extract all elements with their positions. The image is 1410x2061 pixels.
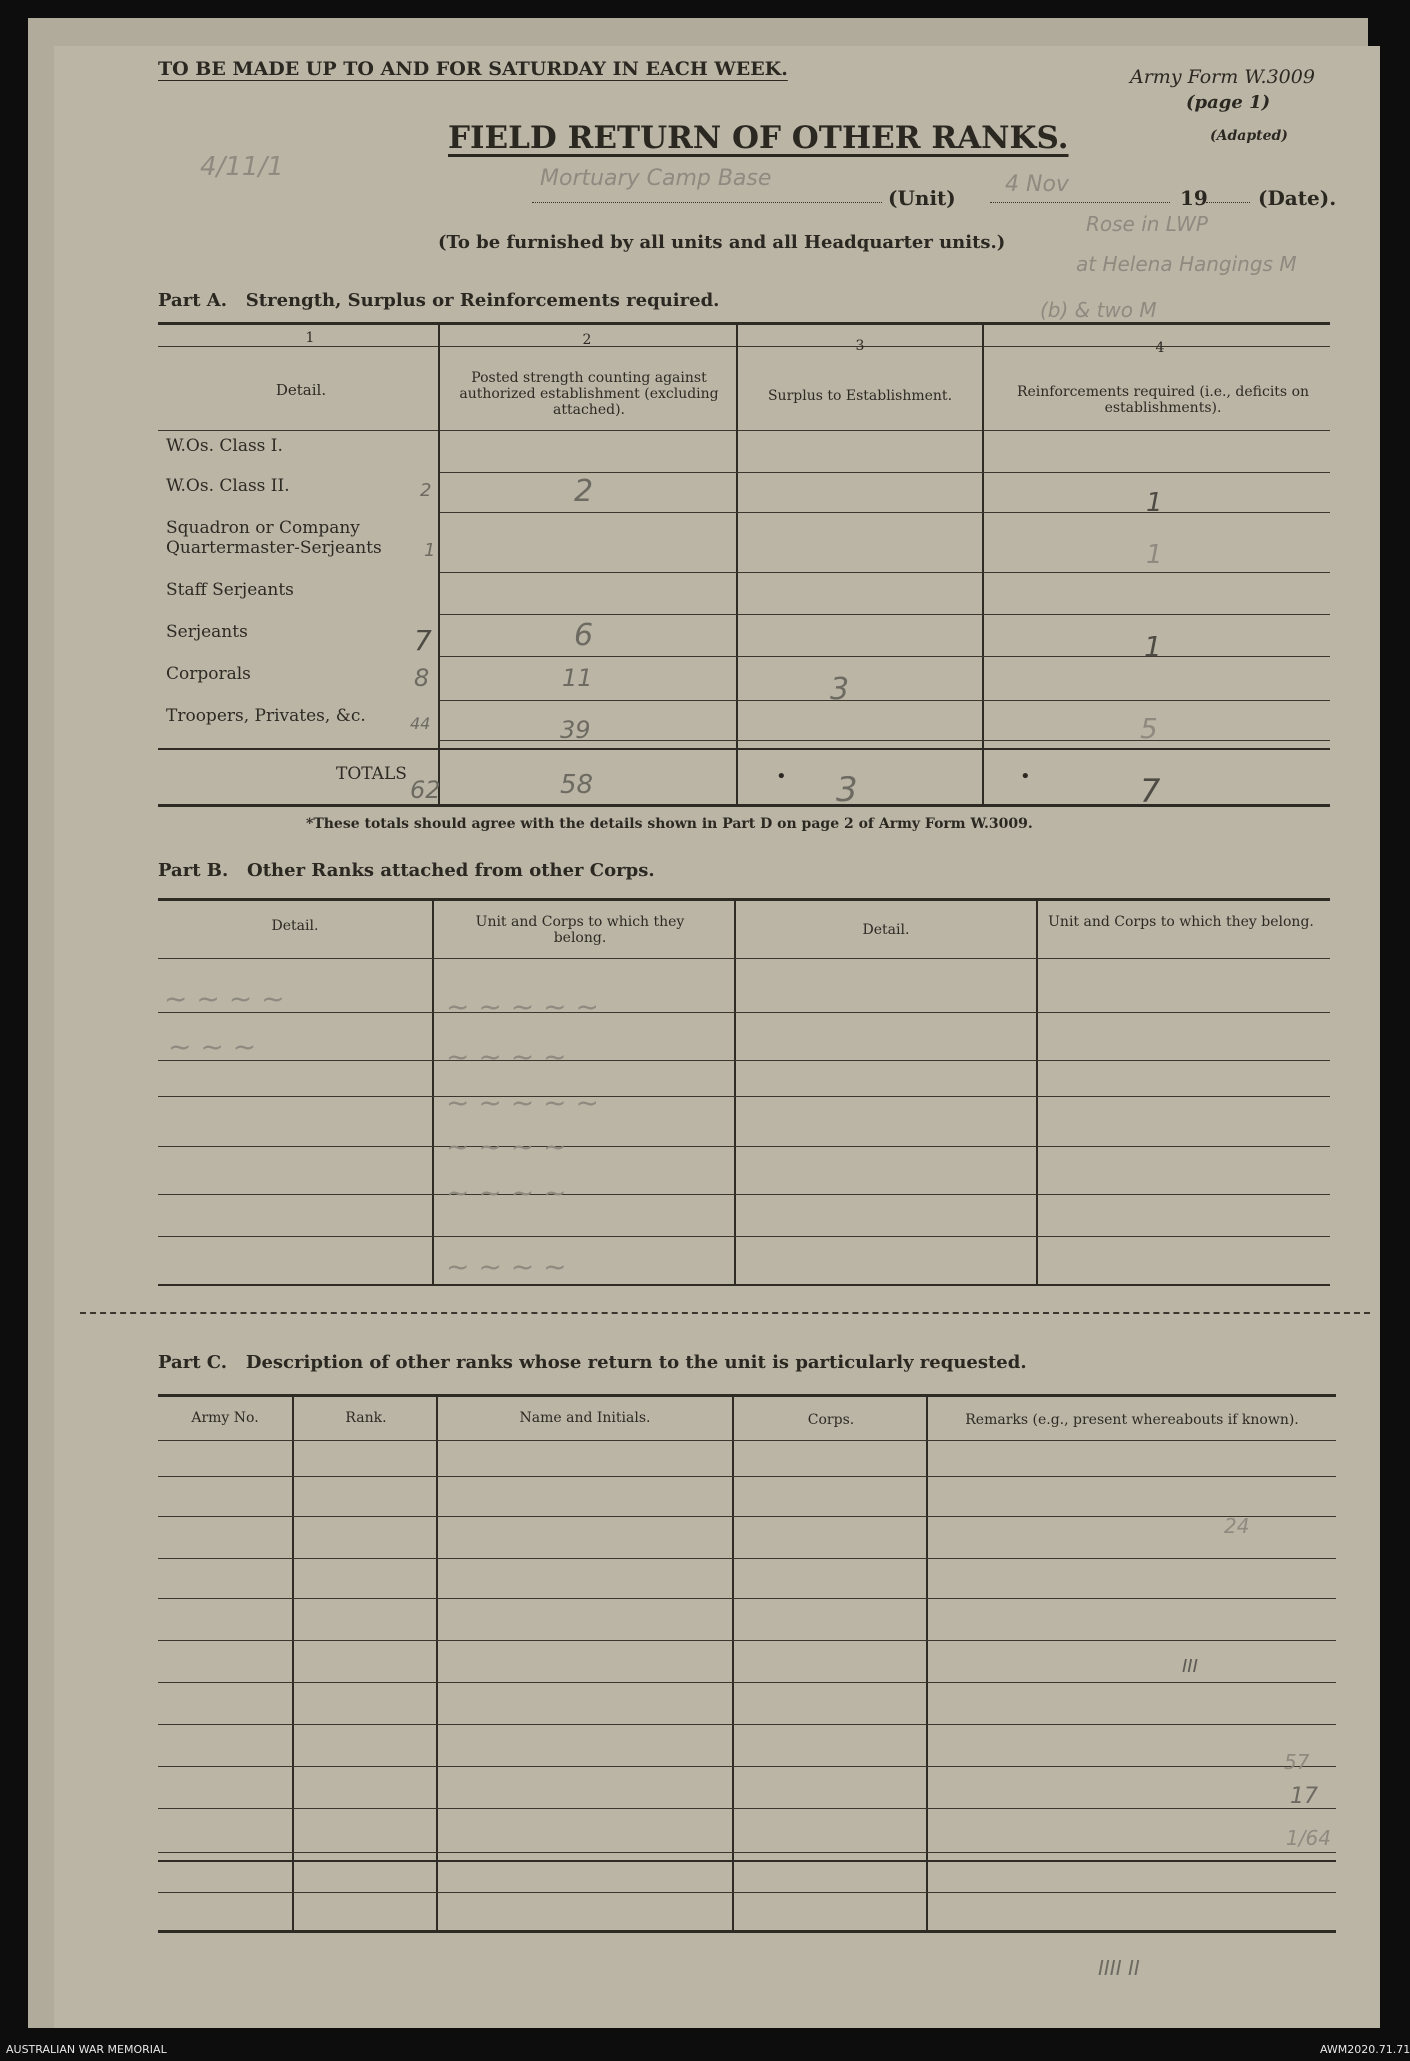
row-label-serjeants: Serjeants bbox=[166, 622, 248, 642]
part-b-header-unit-1: Unit and Corps to which they belong. bbox=[475, 914, 685, 946]
part-b-vrule-3 bbox=[1036, 898, 1038, 1284]
part-c-header-army-no: Army No. bbox=[191, 1410, 259, 1426]
remark-note-1: 24 bbox=[1224, 1514, 1250, 1538]
footer-accession-number: AWM2020.71.71 bbox=[1320, 2043, 1410, 2056]
pencil-scrawl: ~ ~ ~ ~ bbox=[446, 1176, 567, 1209]
row-rule bbox=[158, 1558, 1336, 1559]
row-label-staff-serjeants: Staff Serjeants bbox=[166, 580, 294, 600]
col-number-4: 4 bbox=[1155, 340, 1165, 356]
part-c-vrule-1 bbox=[292, 1394, 294, 1930]
year-line bbox=[1206, 202, 1250, 203]
margin-value-wo2: 2 bbox=[420, 480, 432, 501]
part-b-header-rule bbox=[158, 958, 1330, 959]
part-c-vrule-4 bbox=[926, 1394, 928, 1930]
surplus-totals-asterisk: • bbox=[776, 766, 787, 787]
part-a-header-rule bbox=[158, 430, 1330, 431]
part-c-header-remarks: Remarks (e.g., present whereabouts if known). bbox=[965, 1412, 1299, 1428]
part-a-vrule-1 bbox=[438, 322, 440, 804]
surplus-totals: 3 bbox=[836, 770, 858, 810]
reinf-cqms: 1 bbox=[1146, 540, 1163, 570]
part-a-top-rule bbox=[158, 322, 1330, 325]
margin-value-cqms: 1 bbox=[424, 540, 436, 561]
col-number-2: 2 bbox=[582, 332, 592, 348]
col-header-detail: Detail. bbox=[275, 381, 327, 399]
pencil-scrawl: ~ ~ ~ ~ bbox=[446, 1250, 567, 1283]
part-a-vrule-2 bbox=[736, 322, 738, 804]
form-number: Army Form W.3009 bbox=[1130, 66, 1315, 88]
row-rule bbox=[440, 614, 1330, 615]
instruction-banner: TO BE MADE UP TO AND FOR SATURDAY IN EACH WEEK. bbox=[158, 58, 788, 80]
reinf-wo2: 1 bbox=[1146, 488, 1163, 518]
remark-note-3: 57 bbox=[1284, 1750, 1310, 1774]
row-label-corporals: Corporals bbox=[166, 664, 251, 684]
part-b-vrule-2 bbox=[734, 898, 736, 1284]
unit-label: (Unit) bbox=[888, 186, 956, 210]
row-rule bbox=[158, 1516, 1336, 1517]
row-rule bbox=[158, 1476, 1336, 1477]
row-rule bbox=[440, 472, 1330, 473]
part-b-header-detail-2: Detail. bbox=[862, 922, 910, 938]
part-c-heading: Part C. Description of other ranks whose return to the unit is particularly requested. bbox=[158, 1352, 1027, 1373]
row-rule bbox=[158, 1146, 1330, 1147]
totals-label: TOTALS bbox=[336, 764, 407, 784]
part-a-vrule-3 bbox=[982, 322, 984, 804]
bottom-tally-mark: IIII II bbox=[1098, 1956, 1140, 1980]
remark-note-2: III bbox=[1182, 1656, 1198, 1677]
row-rule bbox=[158, 1236, 1330, 1237]
col-header-reinf: Reinforcements required (i.e., deficits on establishments). bbox=[1016, 384, 1310, 416]
remark-note-5: 1/64 bbox=[1286, 1826, 1331, 1850]
posted-wo2: 2 bbox=[574, 474, 594, 509]
posted-troopers: 39 bbox=[560, 716, 591, 744]
part-a-heading: Part A. Strength, Surplus or Reinforcements required. bbox=[158, 290, 720, 311]
unit-line bbox=[532, 202, 882, 203]
reinf-totals: 7 bbox=[1140, 772, 1161, 810]
year-prefix: 19 bbox=[1180, 186, 1208, 210]
posted-totals: 58 bbox=[560, 770, 594, 800]
part-b-top-rule bbox=[158, 898, 1330, 901]
part-a-footnote: *These totals should agree with the details shown in Part D on page 2 of Army Form W.3009. bbox=[306, 816, 1033, 832]
row-rule bbox=[158, 1598, 1336, 1599]
pencil-scrawl: ~ ~ ~ bbox=[168, 1030, 257, 1063]
side-note-1: Rose in LWP bbox=[1086, 212, 1208, 236]
margin-value-corporals: 8 bbox=[414, 664, 430, 692]
row-label-troopers: Troopers, Privates, &c. bbox=[166, 706, 366, 726]
part-b-heading: Part B. Other Ranks attached from other Corps. bbox=[158, 860, 655, 881]
part-b-vrule-1 bbox=[432, 898, 434, 1284]
pencil-scrawl: ~ ~ ~ ~ bbox=[446, 1130, 567, 1163]
row-rule bbox=[158, 1766, 1336, 1767]
margin-initials: 4/11/1 bbox=[200, 152, 284, 182]
surplus-corporals: 3 bbox=[830, 672, 850, 707]
part-c-vrule-2 bbox=[436, 1394, 438, 1930]
row-rule bbox=[158, 1852, 1336, 1853]
row-rule bbox=[158, 1012, 1330, 1013]
footer-archive-name: AUSTRALIAN WAR MEMORIAL bbox=[6, 2043, 167, 2056]
reinf-totals-asterisk: • bbox=[1020, 766, 1031, 787]
posted-serjeants: 6 bbox=[574, 618, 594, 653]
margin-value-serjeants: 7 bbox=[414, 624, 432, 657]
date-line bbox=[990, 202, 1170, 203]
side-note-3: (b) & two M bbox=[1040, 298, 1157, 322]
row-label-cqms: Squadron or Company Quartermaster-Serjeants bbox=[166, 518, 382, 558]
row-rule bbox=[440, 656, 1330, 657]
pencil-scrawl: ~ ~ ~ ~ ~ bbox=[446, 990, 599, 1023]
part-c-vrule-3 bbox=[732, 1394, 734, 1930]
date-label: (Date). bbox=[1258, 186, 1337, 210]
form-adapted: (Adapted) bbox=[1210, 128, 1288, 144]
row-rule bbox=[158, 1892, 1336, 1893]
row-rule bbox=[440, 512, 1330, 513]
pencil-scrawl: ~ ~ ~ ~ ~ bbox=[446, 1086, 599, 1119]
form-page: (page 1) bbox=[1186, 92, 1271, 113]
row-rule bbox=[158, 1096, 1330, 1097]
totals-top-rule bbox=[158, 748, 1330, 750]
row-label-wo-class-1: W.Os. Class I. bbox=[166, 436, 283, 456]
col-number-1: 1 bbox=[305, 330, 315, 346]
part-c-header-rule bbox=[158, 1440, 1336, 1441]
row-rule bbox=[440, 572, 1330, 573]
part-b-header-detail-1: Detail. bbox=[271, 918, 319, 934]
col-header-surplus: Surplus to Establishment. bbox=[767, 388, 953, 404]
row-rule bbox=[158, 1060, 1330, 1061]
pencil-scrawl: ~ ~ ~ ~ bbox=[446, 1040, 567, 1073]
remark-note-4: 17 bbox=[1290, 1784, 1318, 1809]
row-rule bbox=[158, 1724, 1336, 1725]
reinf-serjeants: 1 bbox=[1144, 630, 1162, 663]
unit-handwriting: Mortuary Camp Base bbox=[540, 166, 772, 191]
col-number-3: 3 bbox=[855, 338, 865, 354]
part-c-header-corps: Corps. bbox=[807, 1412, 855, 1428]
margin-value-troopers: 44 bbox=[410, 714, 431, 733]
part-b-header-unit-2: Unit and Corps to which they belong. bbox=[1048, 914, 1314, 930]
part-c-header-rank: Rank. bbox=[345, 1410, 387, 1426]
part-c-bottom-rule bbox=[158, 1930, 1336, 1933]
row-label-wo-class-2: W.Os. Class II. bbox=[166, 476, 290, 496]
row-rule bbox=[158, 1682, 1336, 1683]
reinf-troopers: 5 bbox=[1140, 712, 1158, 745]
tear-off-dashed-line bbox=[80, 1312, 1370, 1314]
date-handwriting: 4 Nov bbox=[1005, 172, 1069, 197]
form-subtitle: (To be furnished by all units and all Headquarter units.) bbox=[438, 232, 1006, 253]
part-b-bottom-rule bbox=[158, 1284, 1330, 1286]
form-title: FIELD RETURN OF OTHER RANKS. bbox=[448, 120, 1069, 156]
part-c-double-rule bbox=[158, 1860, 1336, 1862]
part-c-header-name: Name and Initials. bbox=[519, 1410, 651, 1426]
posted-corporals: 11 bbox=[562, 664, 593, 692]
col-header-posted: Posted strength counting against authorized establishment (excluding attached). bbox=[459, 370, 719, 418]
pencil-scrawl: ~ ~ ~ ~ bbox=[164, 982, 285, 1015]
margin-value-totals: 62 bbox=[410, 776, 441, 804]
side-note-2: at Helena Hangings M bbox=[1076, 252, 1297, 276]
row-rule bbox=[158, 1640, 1336, 1641]
part-c-top-rule bbox=[158, 1394, 1336, 1397]
row-rule bbox=[158, 1808, 1336, 1809]
row-rule bbox=[440, 700, 1330, 701]
row-rule bbox=[158, 1194, 1330, 1195]
